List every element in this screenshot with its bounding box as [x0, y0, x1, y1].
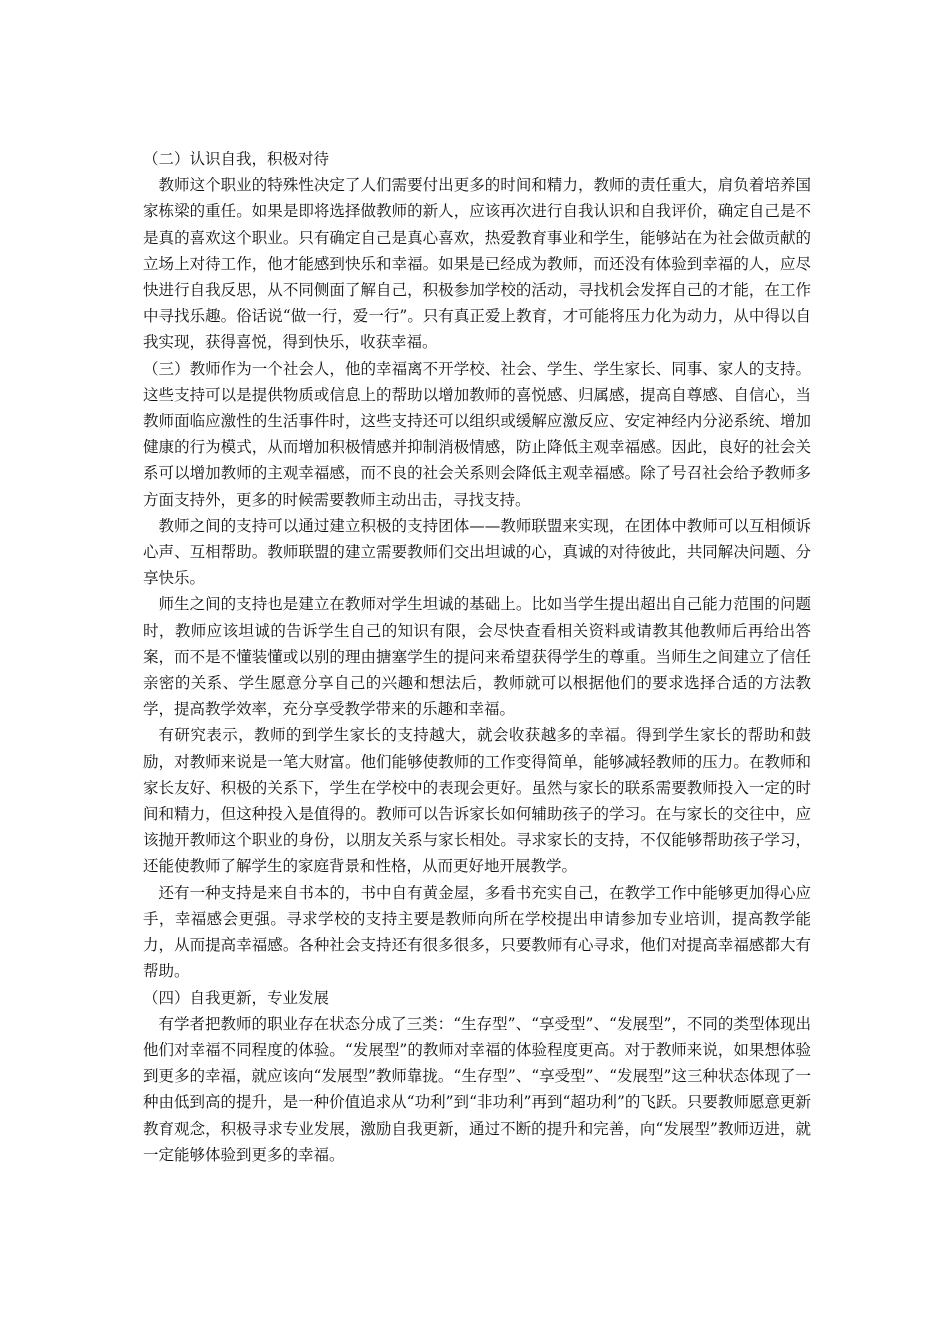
section-heading-2: （二）认识自我，积极对待	[143, 150, 330, 168]
paragraph-book-support: 还有一种支持是来自书本的，书中自有黄金屋，多看书充实自己，在教学工作中能够更加得心应手，幸福感会更强。寻求学校的支持主要是教师向所在学校提出申请参加专业培训，提高教学能力，从而提高幸福感。各种社会支持还有很多很多，只要教师有心寻求，他们对提高幸福感都大有帮助。	[143, 883, 811, 981]
document-body	[143, 146, 811, 1168]
section-heading-4: （四）自我更新，专业发展	[143, 988, 330, 1007]
paragraph-teacher-student: 师生之间的支持也是建立在教师对学生坦诚的基础上。比如当学生提出超出自己能力范围的问题时，教师应该坦诚的告诉学生自己的知识有限，会尽快查看相关资料或请教其他教师后再给出答案，而不是不懂装懂或以别的理由搪塞学生的提问来希望获得学生的尊重。当师生之间建立了信任亲密的关系、学生愿意分享自己的兴趣和想法后，教师就可以根据他们的要求选择合适的方法教学，提高教学效率，充分享受教学带来的乐趣和幸福。	[143, 595, 811, 719]
paragraph-self-recognition: 教师这个职业的特殊性决定了人们需要付出更多的时间和精力，教师的责任重大，肩负着培养国家栋梁的重任。如果是即将选择做教师的新人，应该再次进行自我认识和自我评价，确定自己是不是真的喜欢这个职业。只有确定自己是真心喜欢，热爱教育事业和学生，能够站在为社会做贡献的立场上对待工作，他才能感到快乐和幸福。如果是已经成为教师，而还没有体验到幸福的人，应尽快进行自我反思，从不同侧面了解自己，积极参加学校的活动，寻找机会发挥自己的才能，在工作中寻找乐趣。俗话说“做一行，爱一行”。只有真正爱上教育，才可能将压力化为动力，从中得以自我实现，获得喜悦，得到快乐，收获幸福。	[143, 176, 811, 352]
section-heading-3-paragraph: （三）教师作为一个社会人，他的幸福离不开学校、社会、学生、学生家长、同事、家人的支持。这些支持可以是提供物质或信息上的帮助以增加教师的喜悦感、归属感，提高自尊感、自信心，当教师面临应激性的生活事件时，这些支持还可以组织或缓解应激反应、安定神经内分泌系统、增加健康的行为模式，从而增加积极情感并抑制消极情感，防止降低主观幸福感。因此，良好的社会关系可以增加教师的主观幸福感，而不良的社会关系则会降低主观幸福感。除了号召社会给予教师多方面支持外，更多的时候需要教师主动出击，寻找支持。	[143, 359, 811, 509]
paragraph-professional-development: 有学者把教师的职业存在状态分成了三类：“生存型”、“享受型”、“发展型”，不同的类型体现出他们对幸福不同程度的体验。“发展型”的教师对幸福的体验程度更高。对于教师来说，如果想体验到更多的幸福，就应该向“发展型”教师靠拢。“生存型”、“享受型”、“发展型”这三种状态体现了一种由低到高的提升，是一种价值追求从“功利”到“非功利”再到“超功利”的飞跃。只要教师愿意更新教育观念，积极寻求专业发展，激励自我更新，通过不断的提升和完善，向“发展型”教师迈进，就一定能够体验到更多的幸福。	[143, 1014, 811, 1164]
paragraph-parent-support: 有研究表示，教师的到学生家长的支持越大，就会收获越多的幸福。得到学生家长的帮助和鼓励，对教师来说是一笔大财富。他们能够使教师的工作变得简单，能够减轻教师的压力。在教师和家长友好、积极的关系下，学生在学校中的表现会更好。虽然与家长的联系需要教师投入一定的时间和精力，但这种投入是值得的。教师可以告诉家长如何辅助孩子的学习。在与家长的交往中，应该抛开教师这个职业的身份，以朋友关系与家长相处。寻求家长的支持，不仅能够帮助孩子学习，还能使教师了解学生的家庭背景和性格，从而更好地开展教学。	[143, 726, 811, 876]
paragraph-teacher-alliance: 教师之间的支持可以通过建立积极的支持团体——教师联盟来实现，在团体中教师可以互相倾诉心声、互相帮助。教师联盟的建立需要教师们交出坦诚的心，真诚的对待彼此，共同解决问题、分享快乐。	[143, 516, 811, 588]
